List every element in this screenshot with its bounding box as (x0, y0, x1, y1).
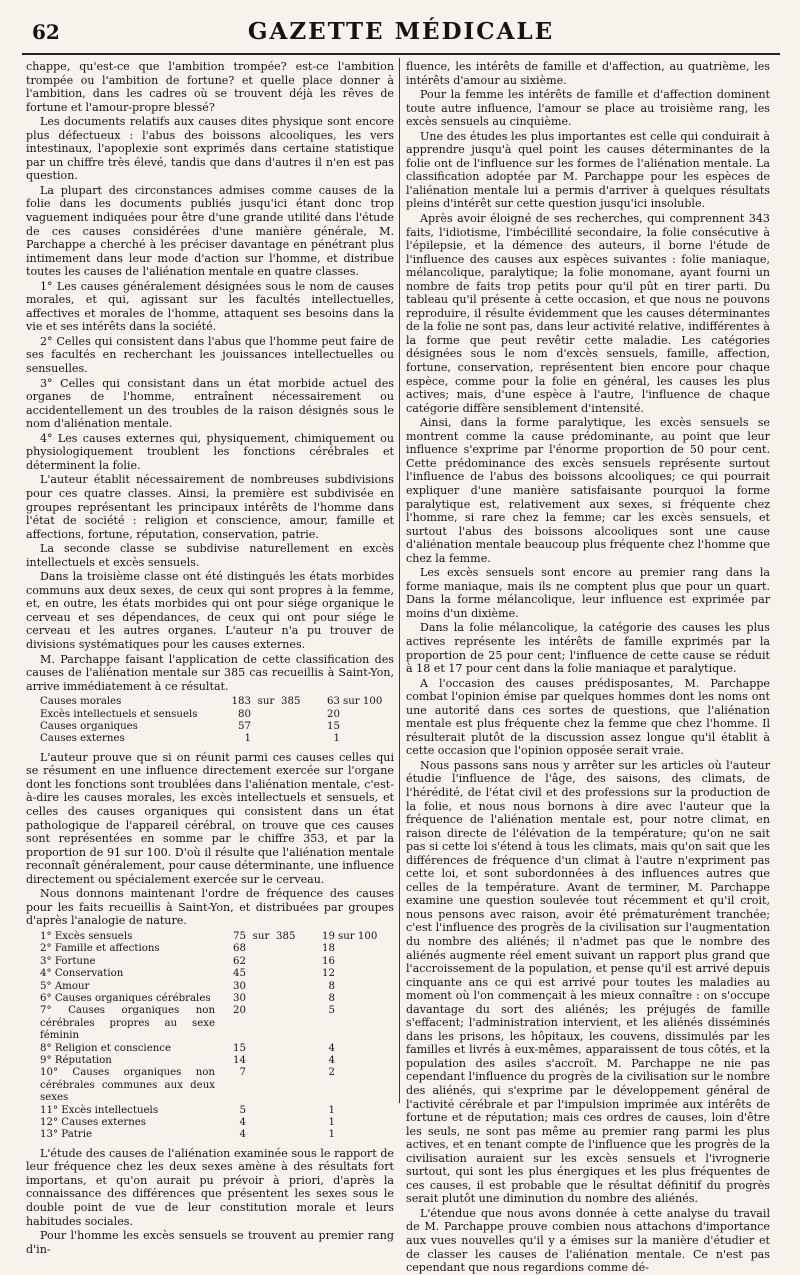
table-cell-label: 9° Réputation (40, 1054, 112, 1066)
table-cell-per (338, 1055, 381, 1067)
table-cell-percent: 18 (322, 943, 335, 955)
table-cell-count: 1 (244, 733, 251, 745)
paragraph: Dans la troisième classe ont été distingués les états morbides communs aux deux sexes, de ceux qui sont propres à la femme, et, en outre, les états morbides qui ont pour siége organique le cerveau et ses dépendances, de ceux qui ont pour siége le cerveau et les autres organes. L'auteur n'a pu trouver de divisions systématiques pour les causes externes. (26, 570, 394, 651)
table-cell-total (276, 1067, 307, 1104)
column-divider (399, 58, 400, 1103)
table-cell-sur (249, 956, 276, 968)
paragraph: 2° Celles qui consistent dans l'abus que l'homme peut faire de ses facultés en recherchant les jouissances intellectuelles ou sensuelles. (26, 334, 394, 376)
table-cell-sur (254, 709, 281, 721)
paragraph: L'étude des causes de l'aliénation examinée sous le rapport de leur fréquence chez les deux sexes amène à des résultats fort importans, et qu'on aurait pu prévoir à priori, d'après la connaissance des différences que présentent les sexes sous le double point de vue de leur constitution morale et leurs habitudes sociales. (26, 1146, 394, 1228)
table-cell-total (281, 709, 312, 721)
table-cell-sur (249, 1055, 276, 1067)
table-cell-count: 80 (238, 708, 251, 720)
paragraph: chappe, qu'est-ce que l'ambition trompée? est-ce l'ambition trompée ou l'ambition de fortune? et quelle place donner à l'ambition, dans les cadres où se trouvent déjà les rêves de fortune et l'amour-propre blessé? (26, 60, 394, 114)
table-cell-per: sur 100 (343, 696, 383, 708)
page-header (22, 14, 780, 54)
table-row (40, 981, 381, 993)
table-cell-per (338, 968, 381, 980)
page-number: 62 (32, 20, 60, 44)
table-cell-percent: 2 (328, 1067, 335, 1079)
table-cell-sur (254, 733, 281, 745)
table-row (40, 696, 386, 708)
table-cell-count: 20 (233, 1005, 246, 1017)
table-row (40, 956, 381, 968)
table-cell-total: 385 (276, 930, 296, 942)
table-cell-label: 3° Fortune (40, 955, 96, 967)
paragraph: A l'occasion des causes prédisposantes, M. Parchappe combat l'opinion émise par quelques hommes dont les noms ont une autorité dans ces sortes de questions, que l'aliénation mentale est plus fréquente chez la femme que chez l'homme. Il résulterait plutôt de la discussion assez longue qu'il établit à cette occasion que l'opinion opposée serait vraie. (406, 676, 770, 758)
table-cell-sur (249, 1117, 276, 1129)
paragraph: Après avoir éloigné de ses recherches, qui comprennent 343 faits, l'idiotisme, l'imbécillité secondaire, la folie consécutive à l'épilepsie, et la démence des auteurs, il borne l'étude de l'influence des causes aux espèces suivantes : folie maniaque, mélancolique, paralytique; la folie monomane, ayant fourni un nombre de faits trop petits pour qu'il pût en tirer parti. Du tableau qu'il présente à cette occasion, et que nous ne pouvons reproduire, il résulte évidemment que les causes déterminantes de la folie ne sont pas, dans leur activité relative, indifférentes à la forme que peut revêtir cette maladie. Les catégories désignées sous le nom d'excès sensuels, famille, affection, fortune, conservation, représentent bien encore pour chaque espèce, comme pour la folie en général, les causes les plus actives; mais, d'une espèce à l'autre, l'influence de chaque catégorie diffère sensiblement d'intensité. (406, 212, 770, 415)
right-column (406, 60, 770, 1275)
table-cell-percent: 20 (327, 708, 340, 720)
table-cell-per (338, 1005, 381, 1042)
table-cell-sur (249, 943, 276, 955)
paragraph: 1° Les causes généralement désignées sous le nom de causes morales, et qui, agissant sur les facultés intellectuelles, affectives et morales de l'homme, attaquent ses besoins dans la vie et ses intérêts dans la société. (26, 279, 394, 334)
table-cell-percent: 5 (328, 1005, 335, 1017)
paragraph: 3° Celles qui consistant dans un état morbide actuel des organes de l'homme, entraînent nécessairement ou accidentellement un des troubles de la raison désignés sous le nom d'aliénation mentale. (26, 376, 394, 431)
table-cell-count: 14 (233, 1054, 246, 1066)
table-cell-sur (249, 1129, 276, 1141)
table-cell-label: 1° Excès sensuels (40, 930, 133, 942)
table-row (40, 1055, 381, 1067)
table-cell-total (276, 993, 307, 1005)
table-cell-percent: 63 (327, 696, 340, 708)
table-cell-count: 62 (233, 955, 246, 967)
table-cell-per (338, 1117, 381, 1129)
table-cell-count: 183 (231, 696, 251, 708)
table-cell-sur (249, 968, 276, 980)
table-cell-percent: 16 (322, 955, 335, 967)
table-cell-label: 6° Causes organiques cérébrales (40, 992, 211, 1004)
table-cell-total (276, 1105, 307, 1117)
table-cell-label: 13° Patrie (40, 1129, 93, 1141)
table-cell-label: Causes externes (40, 733, 125, 745)
paragraph: Les excès sensuels sont encore au premier rang dans la forme maniaque, mais ils ne comptent plus que pour un quart. Dans la forme mélancolique, leur influence est exprimée par moins d'un dixième. (406, 566, 770, 620)
table-row (40, 733, 386, 745)
table-row (40, 1117, 381, 1129)
table-cell-sur (249, 1043, 276, 1055)
table-cell-count: 75 (233, 930, 246, 942)
causes-frequency-table (40, 931, 381, 1142)
table-cell-label: 4° Conservation (40, 968, 124, 980)
table-cell-total (276, 1055, 307, 1067)
table-row (40, 1067, 381, 1104)
table-cell-count: 4 (239, 1116, 246, 1128)
paragraph: La seconde classe se subdivise naturellement en excès intellectuels et excès sensuels. (26, 542, 394, 569)
table-cell-total (281, 721, 312, 733)
table-cell-total (276, 1129, 307, 1141)
table-cell-total (276, 1005, 307, 1042)
paragraph: Dans la folie mélancolique, la catégorie des causes les plus actives représente les intérêts de famille exprimés par la proportion de 25 pour cent; l'influence de cette cause se réduit à 18 et 17 pour cent dans la folie maniaque et paralytique. (406, 621, 770, 676)
table-row (40, 1005, 381, 1042)
paragraph: fluence, les intérêts de famille et d'affection, au quatrième, les intérêts d'amour au sixième. (406, 60, 770, 87)
table-cell-total (276, 981, 307, 993)
table-cell-per (338, 981, 381, 993)
table-cell-percent: 4 (328, 1042, 335, 1054)
header-rule (22, 53, 780, 55)
table-cell-per (343, 721, 386, 733)
table-cell-label: 8° Religion et conscience (40, 1042, 172, 1054)
table-cell-per (338, 943, 381, 955)
table-cell-percent: 15 (327, 720, 340, 732)
table-cell-per: sur 100 (338, 930, 378, 942)
paragraph: Les documents relatifs aux causes dites physique sont encore plus défectueux : l'abus des boissons alcooliques, les vers intestinaux, l'apoplexie sont exprimés dans certaine statistique par un chiffre très élevé, tandis que dans d'autres il n'en est pas question. (26, 115, 394, 183)
paragraph: Pour l'homme les excès sensuels se trouvent au premier rang d'in- (26, 1229, 394, 1256)
table-cell-total (276, 1117, 307, 1129)
table-cell-percent: 8 (328, 980, 335, 992)
table-cell-count: 15 (233, 1042, 246, 1054)
table-cell-percent: 19 (322, 930, 335, 942)
table-cell-percent: 1 (333, 733, 340, 745)
table-cell-label: 11° Excès intellectuels (40, 1104, 159, 1116)
paragraph: Nous passons sans nous y arrêter sur les articles où l'auteur étudie l'influence de l'âge, des saisons, des climats, de l'hérédité, de l'état civil et des professions sur la production de la folie, et nous nous bornons à dire avec l'auteur que la fréquence de l'aliénation mentale est, pour notre climat, en raison directe de l'élévation de la température; qu'on ne sait pas si cette loi s'étend à tous les climats, mais qu'on sait que les différences de fréquence d'un climat à l'autre n'expriment pas cette loi, et sont subordonnées à des influences autres que celles de la température. Avant de terminer, M. Parchappe examine une question soulevée tout récemment et qu'il croit, nous pensons avec raison, avoir été prématurément tranchée; c'est l'influence des progrès de la civilisation sur l'augmentation du nombre des aliénés; il n'admet pas que le nombre des aliénés augmente réel ement suivant un rapport plus grand que l'accroissement de la population, et pense qu'il est arrivé depuis cinquante ans ce qui est arrivé pour toutes les maladies au moment où l'on commençait à les mieux connaître : on s'occupe davantage du sort des aliénés; les préjugés de famille s'effacent; l'administration intervient, et les aliénés disséminés dans les prisons, les hôpitaux, les couvens, dissimulés par les familles et livrés à eux-mêmes, apparaissent de tous côtés, et la population des asiles s'accroît. M. Parchappe ne nie pas cependant l'influence du progrès de la civilisation sur le nombre des aliénés, qui s'exprime par le développement général de l'activité cérébrale et par l'impulsion imprimée aux intérêts de fortune et de réputation; mais ces ordres de causes, loin d'être les seuls, ne sont pas même au premier rang parmi les plus actives, et en tenant compte de l'influence que les progrès de la civilisation auraient sur les excès sensuels et l'ivrognerie surtout, qui sont les plus énergiques et les plus fréquentes de ces causes, il est probable que le résultat définitif du progrès serait plutôt une diminution du nombre des aliénés. (406, 758, 770, 1206)
table-cell-percent: 4 (328, 1054, 335, 1066)
table-cell-sur: sur (252, 930, 270, 942)
table-cell-total (276, 968, 307, 980)
table-cell-sur (249, 993, 276, 1005)
table-cell-total (276, 1043, 307, 1055)
table-cell-count: 68 (233, 943, 246, 955)
table-cell-per (343, 709, 386, 721)
paragraph: Pour la femme les intérêts de famille et d'affection dominent toute autre influence, l'amour se place au troisième rang, les excès sensuels au cinquième. (406, 88, 770, 129)
table-cell-label: Causes organiques (40, 720, 138, 732)
journal-title: GAZETTE MÉDICALE (247, 18, 555, 45)
table-cell-per (338, 1129, 381, 1141)
paragraph: Nous donnons maintenant l'ordre de fréquence des causes pour les faits recueillis à Saint-Yon, et distribuées par groupes d'après l'analogie de nature. (26, 887, 394, 928)
paragraph: L'auteur établit nécessairement de nombreuses subdivisions pour ces quatre classes. Ainsi, la première est subdivisée en groupes représentant les principaux intérêts de l'homme dans l'état de société : religion et conscience, amour, famille et affections, fortune, réputation, conservation, patrie. (26, 473, 394, 541)
table-cell-percent: 8 (328, 992, 335, 1004)
table-cell-count: 5 (239, 1104, 246, 1116)
table-row (40, 931, 381, 943)
left-column (26, 60, 394, 1256)
table-cell-sur (249, 1067, 276, 1104)
paragraph: L'étendue que nous avons donnée à cette analyse du travail de M. Parchappe prouve combien nous attachons d'importance aux vues nouvelles qu'il y a émises sur la manière d'étudier et de classer les causes de l'aliénation mentale. Ce n'est pas cependant que nous regardions comme dé- (406, 1206, 770, 1275)
table-cell-label: 7° Causes organiques non cérébrales propres au sexe féminin (40, 1005, 215, 1042)
table-row (40, 1105, 381, 1117)
table-row (40, 1043, 381, 1055)
causes-class-table (40, 696, 386, 746)
paragraph: L'auteur prouve que si on réunit parmi ces causes celles qui se résument en une influence directement exercée sur l'organe dont les fonctions sont troublées dans l'aliénation mentale, c'est-à-dire les causes morales, les excès intellectuels et sensuels, et celles des causes organiques qui consistent dans un état pathologique de l'appareil cérébral, on trouve que ces causes sont représentées en somme par le chiffre 353, et par la proportion de 91 sur 100. D'où il résulte que l'aliénation mentale reconnaît généralement, pour cause déterminante, une influence directement ou spécialement exercée sur le cerveau. (26, 750, 394, 886)
table-row (40, 968, 381, 980)
table-cell-count: 4 (239, 1129, 246, 1141)
paragraph: Une des études les plus importantes est celle qui conduirait à apprendre jusqu'à quel point les causes déterminantes de la folie ont de l'influence sur les formes de l'aliénation mentale. La classification adoptée par M. Parchappe pour les espèces de l'aliénation mentale lui a permis d'arriver à quelques résultats pleins d'intérêt sur cette question jusqu'ici insoluble. (406, 129, 770, 211)
table-row (40, 993, 381, 1005)
table-cell-per (338, 1105, 381, 1117)
table-cell-label: 2° Famille et affections (40, 943, 160, 955)
paragraph: 4° Les causes externes qui, physiquement, chimiquement ou physiologiquement troublent les fonctions cérébrales et déterminent la folie. (26, 431, 394, 472)
paragraph: M. Parchappe faisant l'application de cette classification des causes de l'aliénation mentale sur 385 cas recueillis à Saint-Yon, arrive immédiatement à ce résultat. (26, 652, 394, 693)
table-cell-sur (254, 721, 281, 733)
table-cell-total (276, 956, 307, 968)
table-row (40, 721, 386, 733)
table-cell-total: 385 (281, 696, 301, 708)
table-cell-per (338, 956, 381, 968)
table-cell-sur (249, 1005, 276, 1042)
table-cell-total (276, 943, 307, 955)
table-cell-percent: 1 (328, 1116, 335, 1128)
table-cell-count: 30 (233, 992, 246, 1004)
table-row (40, 943, 381, 955)
paragraph: La plupart des circonstances admises comme causes de la folie dans les documents publiés jusqu'ici étant donc trop vaguement indiquées pour être d'une grande utilité dans l'étude de ces causes considérées d'une manière générale, M. Parchappe a cherché à les préciser davantage en pénétrant plus intimement dans leur mode d'action sur l'homme, et distribue toutes les causes de l'aliénation mentale en quatre classes. (26, 183, 394, 279)
table-cell-label: 12° Causes externes (40, 1116, 147, 1128)
table-cell-total (281, 733, 312, 745)
table-cell-label: 5° Amour (40, 980, 90, 992)
table-cell-per (338, 1067, 381, 1104)
table-row (40, 1129, 381, 1141)
paragraph: Ainsi, dans la forme paralytique, les excès sensuels se montrent comme la cause prédominante, au point que leur influence s'exprime par l'énorme proportion de 50 pour cent. Cette prédominance des excès sensuels représente surtout l'influence de l'abus des boissons alcooliques; ce qui pourrait expliquer d'une manière satisfaisante pourquoi la forme paralytique est, relativement aux sexes, si fréquente chez l'homme, si rare chez la femme; car les excès sensuels, et surtout l'abus des boissons alcooliques sont une cause d'aliénation mentale beaucoup plus fréquente chez l'homme que chez la femme. (406, 416, 770, 565)
table-cell-per (338, 993, 381, 1005)
table-cell-sur: sur (257, 696, 275, 708)
table-cell-per (343, 733, 386, 745)
table-cell-label: Excès intellectuels et sensuels (40, 708, 198, 720)
table-cell-sur (249, 1105, 276, 1117)
table-cell-percent: 1 (328, 1129, 335, 1141)
table-cell-label: 10° Causes organiques non cérébrales communes aux deux sexes (40, 1067, 215, 1104)
table-row (40, 709, 386, 721)
table-cell-label: Causes morales (40, 696, 122, 708)
table-cell-percent: 1 (328, 1104, 335, 1116)
table-cell-per (338, 1043, 381, 1055)
table-cell-count: 30 (233, 980, 246, 992)
table-cell-sur (249, 981, 276, 993)
table-cell-count: 7 (239, 1067, 246, 1079)
table-cell-percent: 12 (322, 968, 335, 980)
table-cell-count: 45 (233, 968, 246, 980)
table-cell-count: 57 (238, 720, 251, 732)
